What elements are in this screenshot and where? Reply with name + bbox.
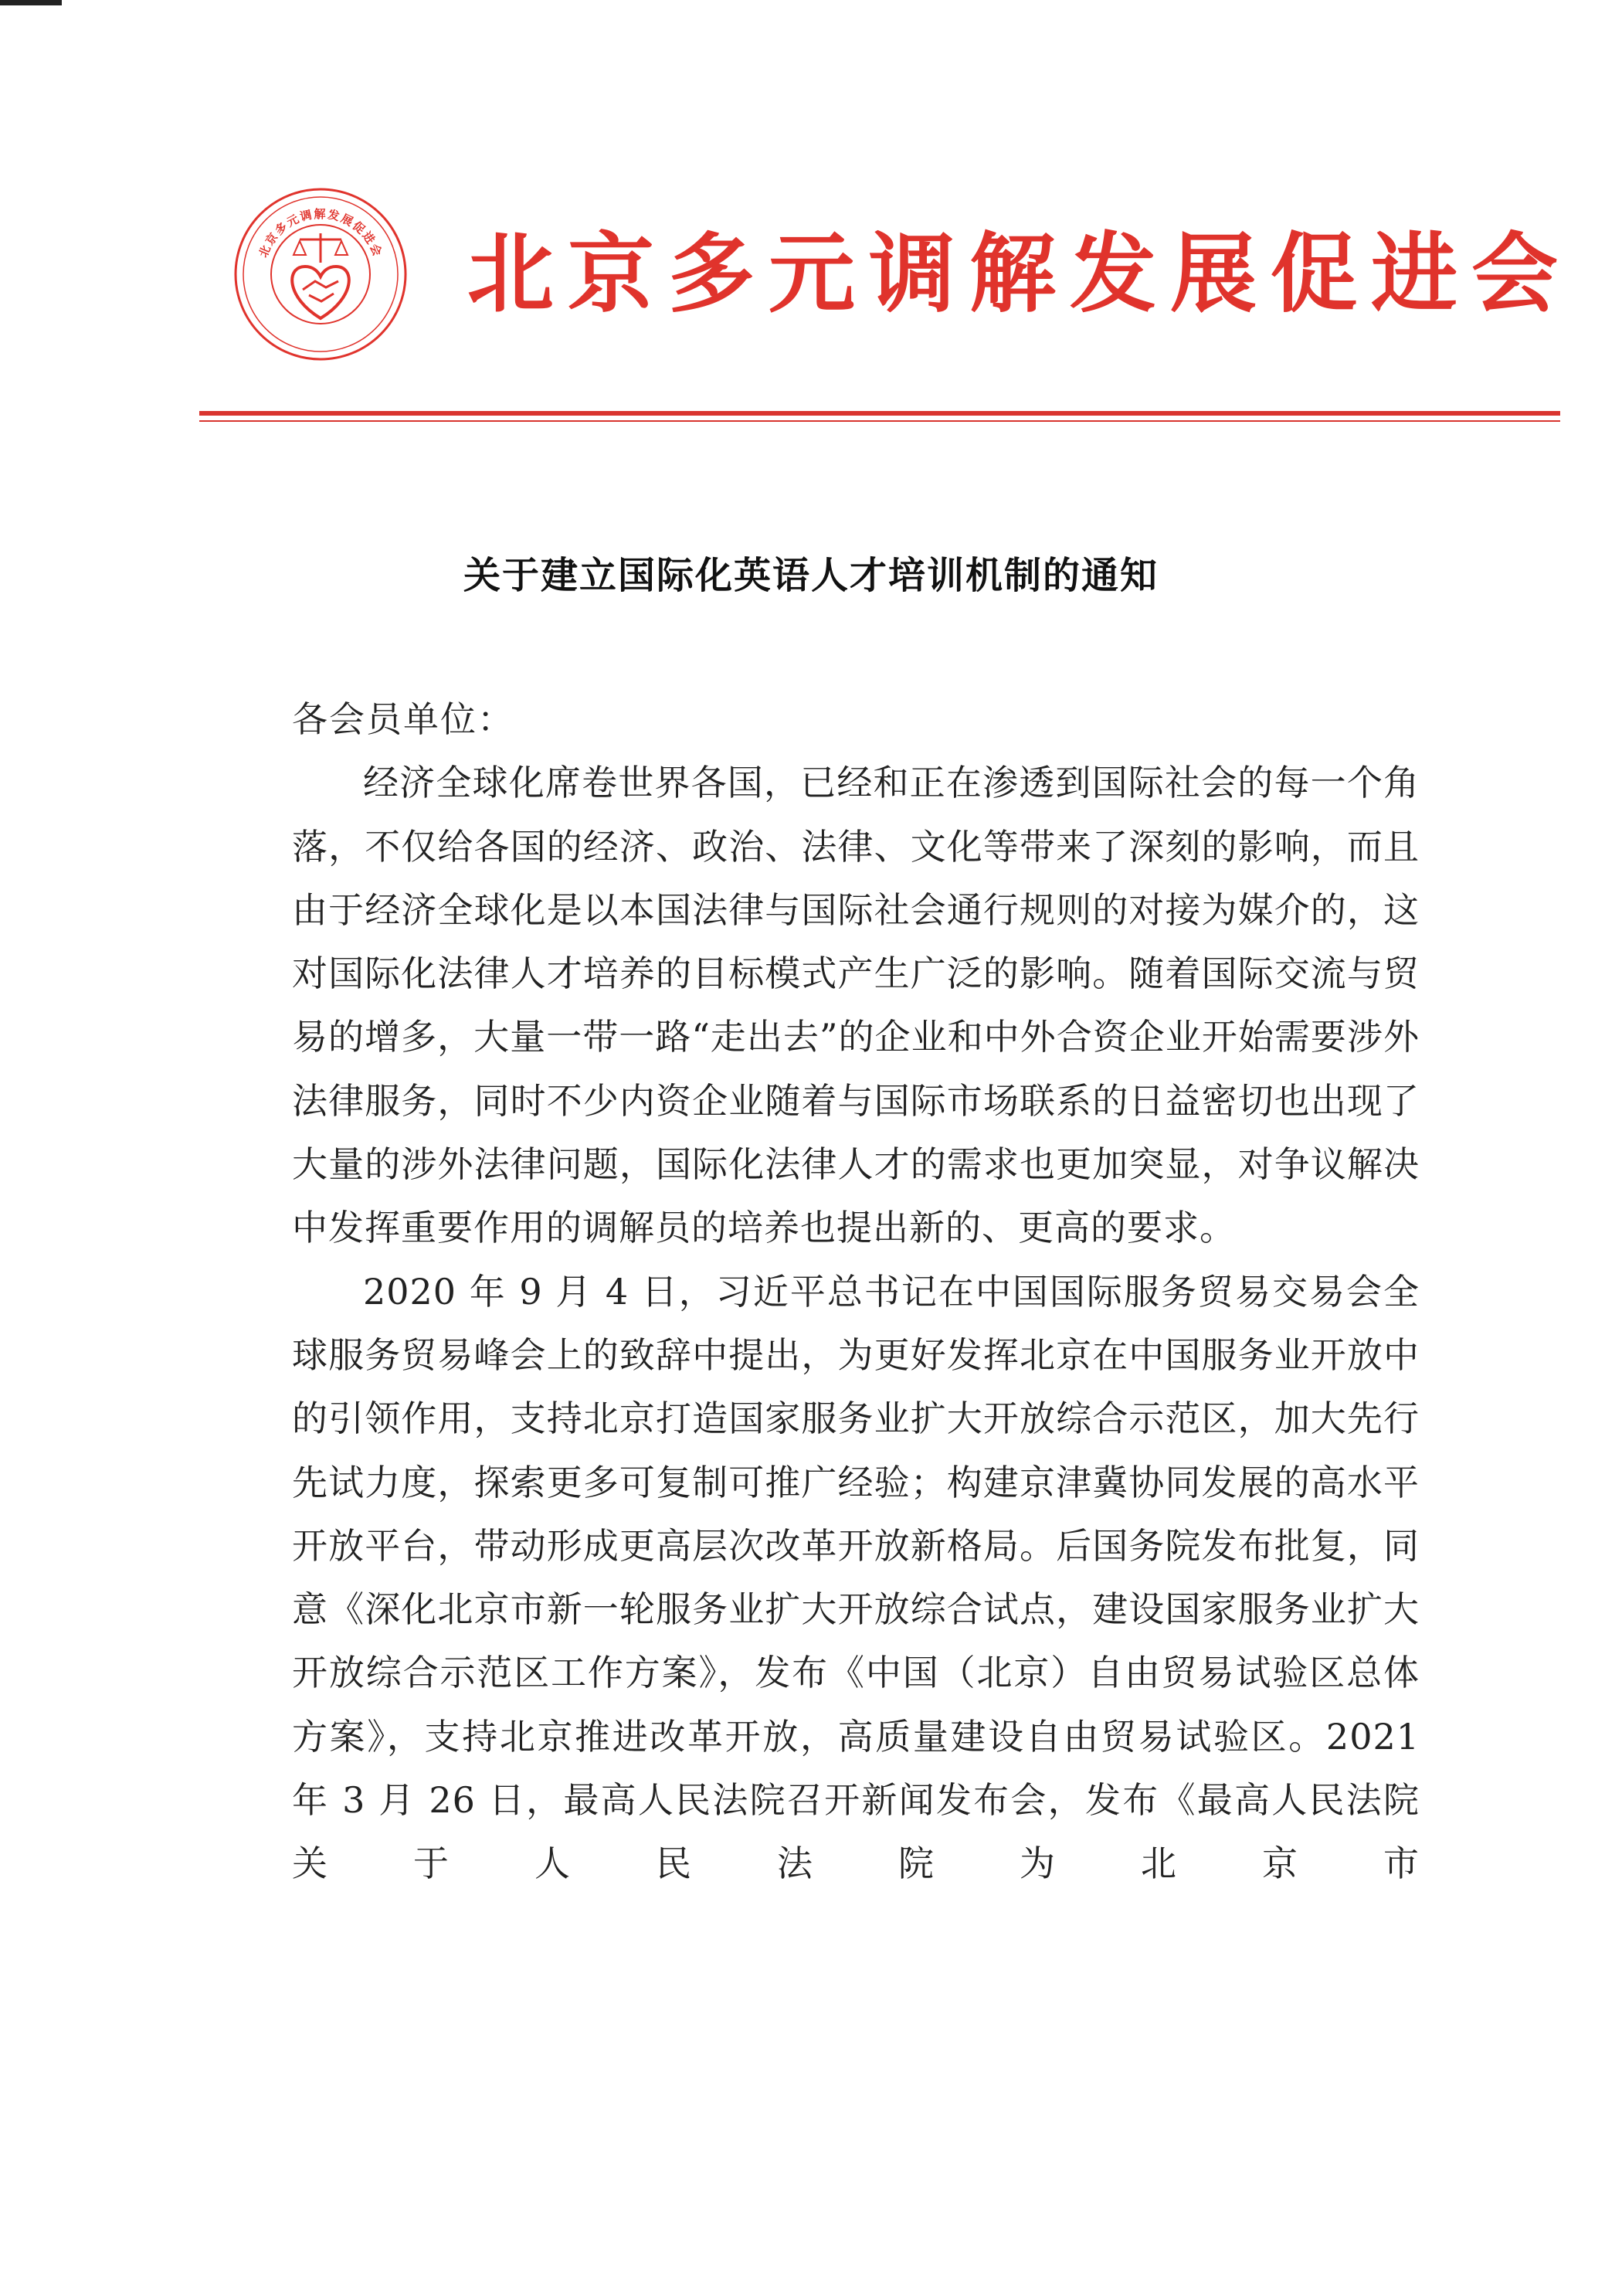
- paragraph: 2020 年 9 月 4 日，习近平总书记在中国国际服务贸易交易会全球服务贸易峰会上的致辞中提出，为更好发挥北京在中国服务业开放中的引领作用，支持北京打造国家服务业扩大开放综合示范区，加大先行先试力度，探索更多可复制可推广经验；构建京津冀协同发展的高水平开放平台，带动形成更高层次改革开放新格局。后国务院发布批复，同意《深化北京市新一轮服务业扩大开放综合试点，建设国家服务业扩大开放综合示范区工作方案》，发布《中国（北京）自由贸易试验区总体方案》，支持北京推进改革开放，高质量建设自由贸易试验区。2021 年 3 月 26 日，最高人民法院召开新闻发布会，发布《最高人民法院关于人民法院为北京市: [292, 1270, 1420, 1885]
- org-name-header: 北京多元调解发展促进会: [467, 223, 1572, 324]
- salutation: 各会员单位：: [292, 698, 514, 740]
- document-body: [292, 688, 1420, 1896]
- header-rule-thick: [199, 411, 1560, 416]
- org-seal-logo: [232, 185, 409, 363]
- svg-text:北京多元调解发展促进会: 北京多元调解发展促进会: [256, 207, 385, 260]
- scan-edge-mark: [0, 0, 62, 5]
- document-title: 关于建立国际化英语人才培训机制的通知: [463, 554, 1159, 597]
- header-rule-thin: [199, 420, 1560, 422]
- paragraph: 经济全球化席卷世界各国，已经和正在渗透到国际社会的每一个角落，不仅给各国的经济、政治、法律、文化等带来了深刻的影响，而且由于经济全球化是以本国法律与国际社会通行规则的对接为媒介的，这对国际化法律人才培养的目标模式产生广泛的影响。随着国际交流与贸易的增多，大量一带一路“走出去”的企业和中外合资企业开始需要涉外法律服务，同时不少内资企业随着与国际市场联系的日益密切也出现了大量的涉外法律问题，国际化法律人才的需求也更加突显，对争议解决中发挥重要作用的调解员的培养也提出新的、更高的要求。: [292, 762, 1420, 1249]
